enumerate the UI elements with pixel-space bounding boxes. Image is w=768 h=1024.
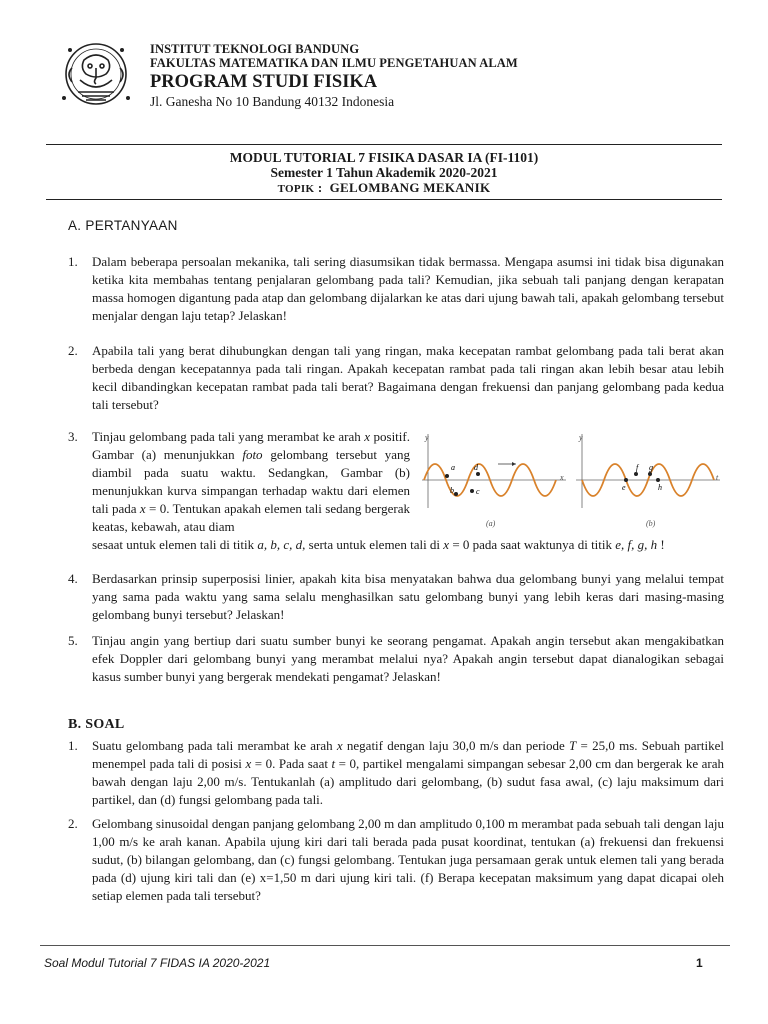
address: Jl. Ganesha No 10 Bandung 40132 Indonesia <box>150 94 395 109</box>
fig-a-axis-y: y <box>425 433 429 442</box>
question-3: 3. Tinjau gelombang pada tali yang merambat ke arah x positif. Gambar (a) menunjukkan foto gelombang tersebut yang diambil pada suatu waktu. Sedangkan, Gambar (b) menunjukkan kurva simpangan terhadap waktu dari elemen tali pada x = 0. Tentukan apakah elemen tali sedang bergerak keatas, kebawah, atau diam sesaat untuk elemen tali di titik a, b, c, d, serta untuk elemen tali di x = 0 pada saat waktunya di titik e, f, g, h ! <box>68 429 665 552</box>
page-number: 1 <box>696 956 703 970</box>
footer-text: Soal Modul Tutorial 7 FIDAS IA 2020-2021 <box>44 956 271 970</box>
point-e: e <box>622 483 626 492</box>
question-5: 5. Tinjau angin yang bertiup dari suatu sumber bunyi ke seorang pengamat. Apakah angin tersebut akan mengakibatkan efek Doppler dari gelombang bunyi yang merambat melalui nya? Apakah angin tersebut dapat dianalogikan sebagai kasus sumber bunyi yang bergerak mendekati pengamat? Jelaskan! <box>68 633 724 684</box>
problem-2: 2. Gelombang sinusoidal dengan panjang gelombang 2,00 m dan amplitudo 0,100 m merambat pada sebuah tali dengan laju 1,00 m/s ke arah kanan. Apabila ujung kiri dari tali berada pada pusat koordinat, tentukan (a) frekuensi dan frekuensi sudut, (b) bilangan gelombang, dan (c) fungsi gelombang. Tentukan juga persamaan gerak untuk elemen tali yang berada pada (d) ujung kiri tali dan (e) x=1,50 m dari ujung kiri tali. (f) Berapa kecepatan maksimum yang dapat dicapai oleh setiap elemen pada tali tersebut? <box>68 816 724 903</box>
figure-a <box>422 433 566 528</box>
section-b-heading: B. SOAL <box>68 717 125 732</box>
itb-ganesha-logo <box>50 38 142 114</box>
section-a-heading: A. PERTANYAAN <box>68 218 178 233</box>
program-name: PROGRAM STUDI FISIKA <box>150 72 378 92</box>
fig-a-caption: (a) <box>486 519 496 528</box>
footer-divider <box>40 945 730 946</box>
point-g: g <box>649 463 653 472</box>
question-1: 1. Dalam beberapa persoalan mekanika, tali sering diasumsikan tidak bermassa. Mengapa asumsi ini tidak bisa digunakan ketika kita membahas tentang penjalaran gelombang pada tali? Kemudian, jika sebuah tali panjang dengan kerapatan massa homogen digantung pada atap dan gelombang dijalarkan ke atas dari ujung bawah tali, apakah gelombang tersebut menjalar dengan laju tetap? Jelaskan! <box>68 254 724 323</box>
question-2: 2. Apabila tali yang berat dihubungkan dengan tali yang ringan, maka kecepatan rambat gelombang pada tali berat akan berbeda dengan kecepatannya pada tali ringan. Apakah kecepatan rambat pada tali ringan akan lebih besar atau lebih kecil dibandingkan kecepatan rambat pada tali berat? Bagaimana dengan frekuensi dan panjang gelombang pada kedua tali tersebut? <box>68 343 724 412</box>
fig-a-axis-x: x <box>560 473 564 482</box>
fig-b-caption: (b) <box>646 519 656 528</box>
header-divider-bottom <box>46 199 722 200</box>
point-c: c <box>476 487 480 496</box>
point-d: d <box>474 463 478 472</box>
figure-b <box>576 433 720 528</box>
point-b: b <box>450 486 454 495</box>
module-title: MODUL TUTORIAL 7 FISIKA DASAR IA (FI-1101) <box>229 150 539 165</box>
question-4: 4. Berdasarkan prinsip superposisi linier, apakah kita bisa menyatakan bahwa dua gelombang bunyi yang melalui tempat yang sama pada waktu yang sama selalu menghasilkan satu gelombang bunyi yang lebih keras dari masing-masing gelombang bunyi tersebut? Jelaskan! <box>68 571 724 622</box>
problem-1: 1. Suatu gelombang pada tali merambat ke arah x negatif dengan laju 30,0 m/s dan periode T = 25,0 ms. Sebuah partikel menempel pada tali di posisi x = 0. Pada saat t = 0, partikel mengalami simpangan sebesar 2,00 cm dan bergerak ke arah bawah dengan laju 2,00 m/s. Tentukanlah (a) amplitudo dari gelombang, (b) sudut fasa awal, (c) laju maksimum dari partikel, dan (d) fungsi gelombang pada tali. <box>68 738 725 807</box>
point-a: a <box>451 463 455 472</box>
fig-b-axis-t: t <box>716 473 719 482</box>
point-h: h <box>658 483 662 492</box>
semester-line: Semester 1 Tahun Akademik 2020-2021 <box>270 165 498 180</box>
header-divider-top <box>46 144 722 145</box>
point-f: f <box>636 463 639 472</box>
institution-header <box>150 42 710 110</box>
fig-b-axis-y: y <box>579 433 583 442</box>
module-title-block <box>46 150 722 197</box>
wave-figures <box>418 430 724 534</box>
institute-name: INSTITUT TEKNOLOGI BANDUNG <box>150 42 360 56</box>
faculty-name: FAKULTAS MATEMATIKA DAN ILMU PENGETAHUAN ALAM <box>150 56 518 70</box>
topic-line: TOPIK : GELOMBANG MEKANIK <box>277 180 491 195</box>
